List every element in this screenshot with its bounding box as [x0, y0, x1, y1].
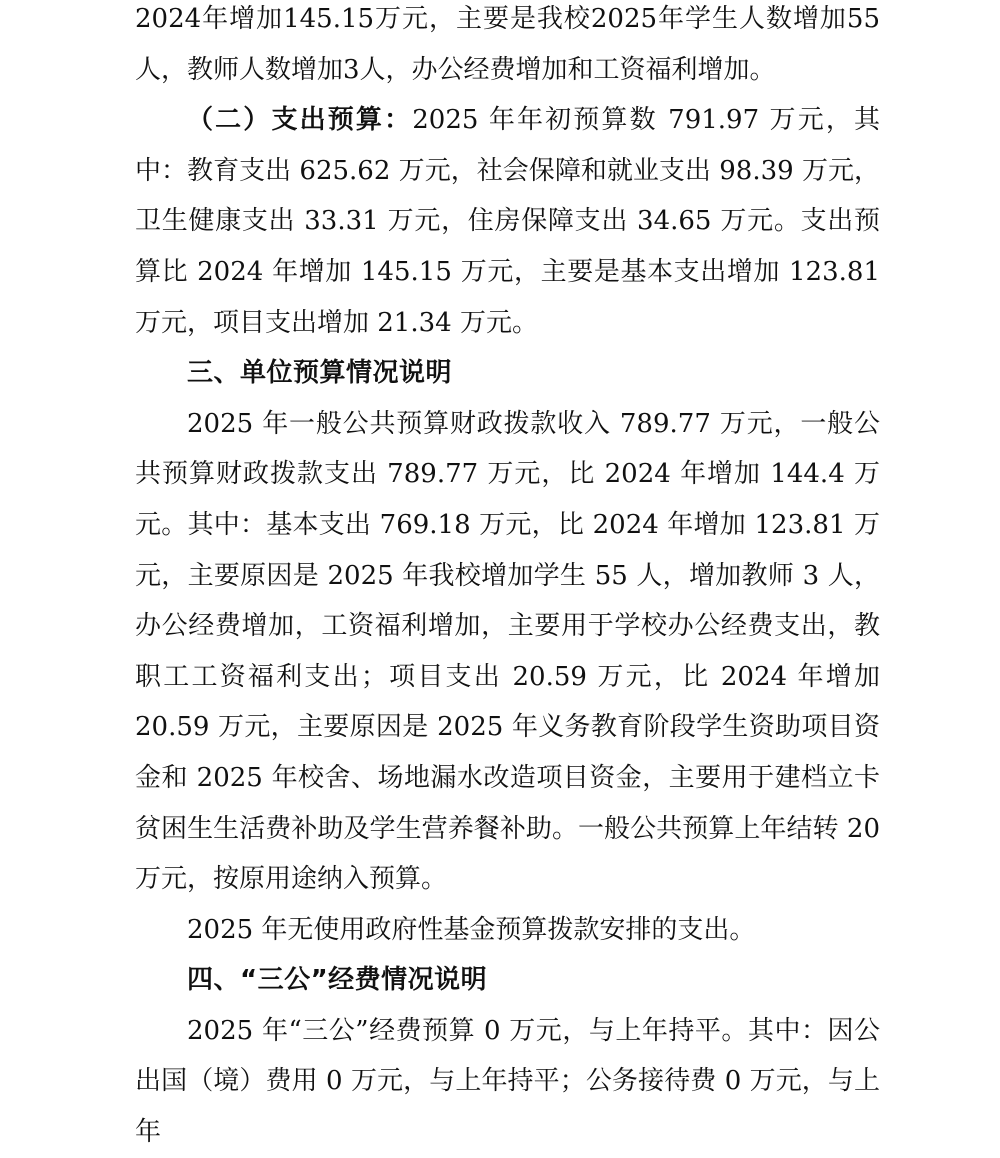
paragraph-income-continuation: 2024年增加145.15万元，主要是我校2025年学生人数增加55人，教师人数增加3人，办公经费增加和工资福利增加。 [135, 4, 880, 85]
paragraph-expenditure-budget [135, 95, 880, 348]
subheading-expenditure-budget: （二）支出预算： [187, 105, 413, 136]
expenditure-budget-text: 2025 年年初预算数 791.97 万元，其中：教育支出 625.62 万元，社会保障和就业支出 98.39 万元，卫生健康支出 33.31 万元，住房保障支出 34.65 万元。支出预算比 2024 年增加 145.15 万元，主要是基本支出增加 123.81 万元，项目支出增加 21.34 万元。 [135, 105, 880, 338]
section-heading-unit-budget: 三、单位预算情况说明 [187, 358, 453, 389]
paragraph-unit-budget: 2025 年一般公共预算财政拨款收入 789.77 万元，一般公共预算财政拨款支出 789.77 万元，比 2024 年增加 144.4 万元。其中：基本支出 769.18 万元，比 2024 年增加 123.81 万元，主要原因是 2025 年我校增加学生 55 人，增加教师 3 人，办公经费增加，工资福利增加，主要用于学校办公经费支出，教职工工资福利支出；项目支出 20.59 万元，比 2024 年增加 20.59 万元，主要原因是 2025 年义务教育阶段学生资助项目资金和 2025 年校舍、场地漏水改造项目资金，主要用于建档立卡贫困生生活费补助及学生营养餐补助。一般公共预算上年结转 20 万元，按原用途纳入预算。 [135, 408, 880, 895]
document-body [135, 0, 880, 1158]
section-heading-three-public: 四、“三公”经费情况说明 [187, 965, 488, 996]
paragraph-government-fund: 2025 年无使用政府性基金预算拨款安排的支出。 [187, 914, 756, 945]
paragraph-three-public: 2025 年“三公”经费预算 0 万元，与上年持平。其中：因公出国（境）费用 0 万元，与上年持平；公务接待费 0 万元，与上年 [135, 1015, 880, 1148]
